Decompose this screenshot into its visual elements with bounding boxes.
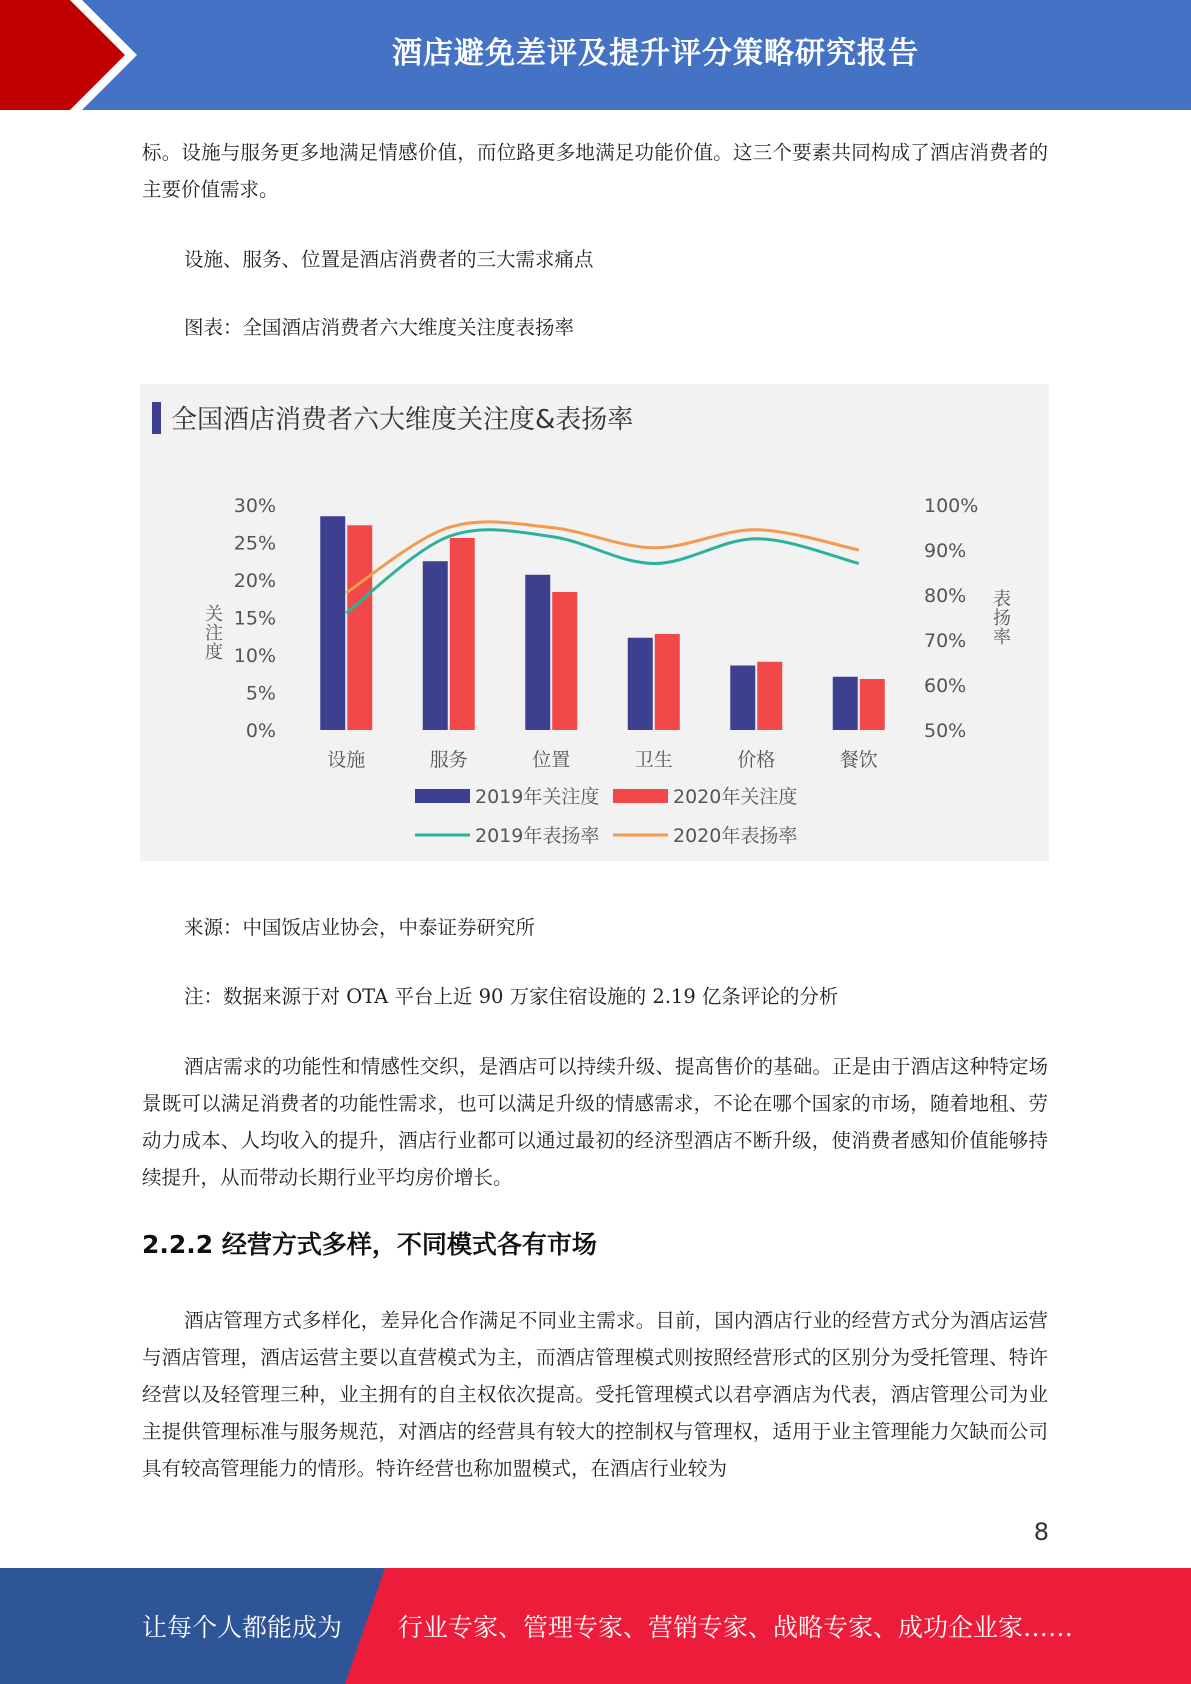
- y2-axis-label-char: 率: [993, 627, 1011, 648]
- bar-2020年关注度: [860, 679, 885, 730]
- y-axis-tick-label: 20%: [233, 570, 276, 592]
- page-number: 8: [1033, 1518, 1049, 1546]
- x-axis-tick-label: 位置: [532, 749, 571, 771]
- legend-label: 2020年表扬率: [673, 825, 798, 847]
- legend-label: 2020年关注度: [673, 786, 798, 808]
- y2-axis-tick-label: 90%: [924, 540, 967, 562]
- paragraph-intro: 标。设施与服务更多地满足情感价值，而位路更多地满足功能价值。这三个要素共同构成了酒店消费者的主要价值需求。: [142, 141, 1048, 201]
- header-arrow-decoration: [0, 0, 160, 110]
- bar-2020年关注度: [757, 662, 782, 730]
- bar-2019年关注度: [730, 666, 755, 731]
- y-axis-tick-label: 5%: [245, 682, 276, 705]
- bar-2019年关注度: [525, 575, 550, 730]
- bar-2020年关注度: [347, 525, 372, 730]
- footer-slogan-left: 让每个人都能成为: [142, 1613, 343, 1642]
- legend-label: 2019年表扬率: [475, 825, 600, 847]
- section-heading: 2.2.2 经营方式多样，不同模式各有市场: [142, 1230, 597, 1259]
- chart-title: 全国酒店消费者六大维度关注度&表扬率: [171, 405, 634, 435]
- legend-swatch: [415, 789, 470, 803]
- y2-axis-tick-label: 100%: [924, 495, 979, 517]
- y-axis-tick-label: 25%: [233, 532, 276, 555]
- y-axis-label-char: 关: [205, 604, 223, 625]
- bar-2020年关注度: [655, 634, 680, 730]
- x-axis-tick-label: 餐饮: [839, 749, 878, 771]
- x-axis-tick-label: 价格: [737, 749, 776, 771]
- legend-label: 2019年关注度: [475, 786, 600, 808]
- footer-slogan-right: 行业专家、管理专家、营销专家、战略专家、成功企业家……: [398, 1613, 1074, 1642]
- y-axis-tick-label: 10%: [233, 645, 276, 667]
- y-axis-tick-label: 30%: [233, 495, 276, 517]
- legend-swatch: [613, 789, 668, 803]
- bar-2020年关注度: [450, 538, 475, 730]
- chart-title-marker: [152, 402, 161, 434]
- paragraph-demand: 酒店需求的功能性和情感性交织，是酒店可以持续升级、提高售价的基础。正是由于酒店这种特定场景既可以满足消费者的功能性需求，也可以满足升级的情感需求，不论在哪个国家的市场，随着地租、劳动力成本、人均收入的提升，酒店行业都可以通过最初的经济型酒店不断升级，使消费者感知价值能够持续提升，从而带动长期行业平均房价增长。: [142, 1055, 1048, 1189]
- paragraph-management: 酒店管理方式多样化，差异化合作满足不同业主需求。目前，国内酒店行业的经营方式分为酒店运营与酒店管理，酒店运营主要以直营模式为主，而酒店管理模式则按照经营形式的区别分为受托管理、特许经营以及轻管理三种，业主拥有的自主权依次提高。受托管理模式以君亭酒店为代表，酒店管理公司为业主提供管理标准与服务规范，对酒店的经营具有较大的控制权与管理权，适用于业主管理能力欠缺而公司具有较高管理能力的情形。特许经营也称加盟模式，在酒店行业较为: [142, 1309, 1048, 1480]
- y2-axis-tick-label: 80%: [924, 585, 967, 607]
- page-footer: [0, 1568, 1191, 1684]
- bar-2019年关注度: [628, 638, 653, 730]
- y2-axis-tick-label: 70%: [924, 630, 967, 652]
- bar-2019年关注度: [320, 516, 345, 730]
- x-axis-tick-label: 设施: [327, 749, 366, 771]
- bar-2019年关注度: [423, 561, 448, 730]
- page-header: [0, 0, 1191, 110]
- source-line: 来源：中国饭店业协会，中泰证券研究所: [184, 916, 536, 939]
- y-axis-label-char: 注: [205, 623, 223, 644]
- bar-2019年关注度: [833, 677, 858, 730]
- y2-axis-tick-label: 60%: [924, 675, 967, 697]
- y-axis-label-char: 度: [205, 642, 223, 663]
- bar-2020年关注度: [552, 592, 577, 730]
- paragraph-pain-points: 设施、服务、位置是酒店消费者的三大需求痛点: [184, 248, 594, 271]
- chart-canvas: [140, 384, 1049, 861]
- attention-praise-chart: [140, 384, 1049, 861]
- figure-caption: 图表：全国酒店消费者六大维度关注度表扬率: [184, 316, 575, 339]
- y-axis-tick-label: 0%: [245, 720, 276, 742]
- note-line: 注：数据来源于对 OTA 平台上近 90 万家住宿设施的 2.19 亿条评论的分析: [184, 985, 839, 1008]
- y2-axis-label-char: 表: [993, 589, 1011, 610]
- y2-axis-label-char: 扬: [993, 608, 1011, 629]
- y-axis-tick-label: 15%: [233, 607, 276, 630]
- y2-axis-tick-label: 50%: [924, 720, 967, 742]
- x-axis-tick-label: 服务: [429, 749, 468, 771]
- x-axis-tick-label: 卫生: [634, 749, 673, 771]
- report-title: 酒店避免差评及提升评分策略研究报告: [392, 36, 919, 71]
